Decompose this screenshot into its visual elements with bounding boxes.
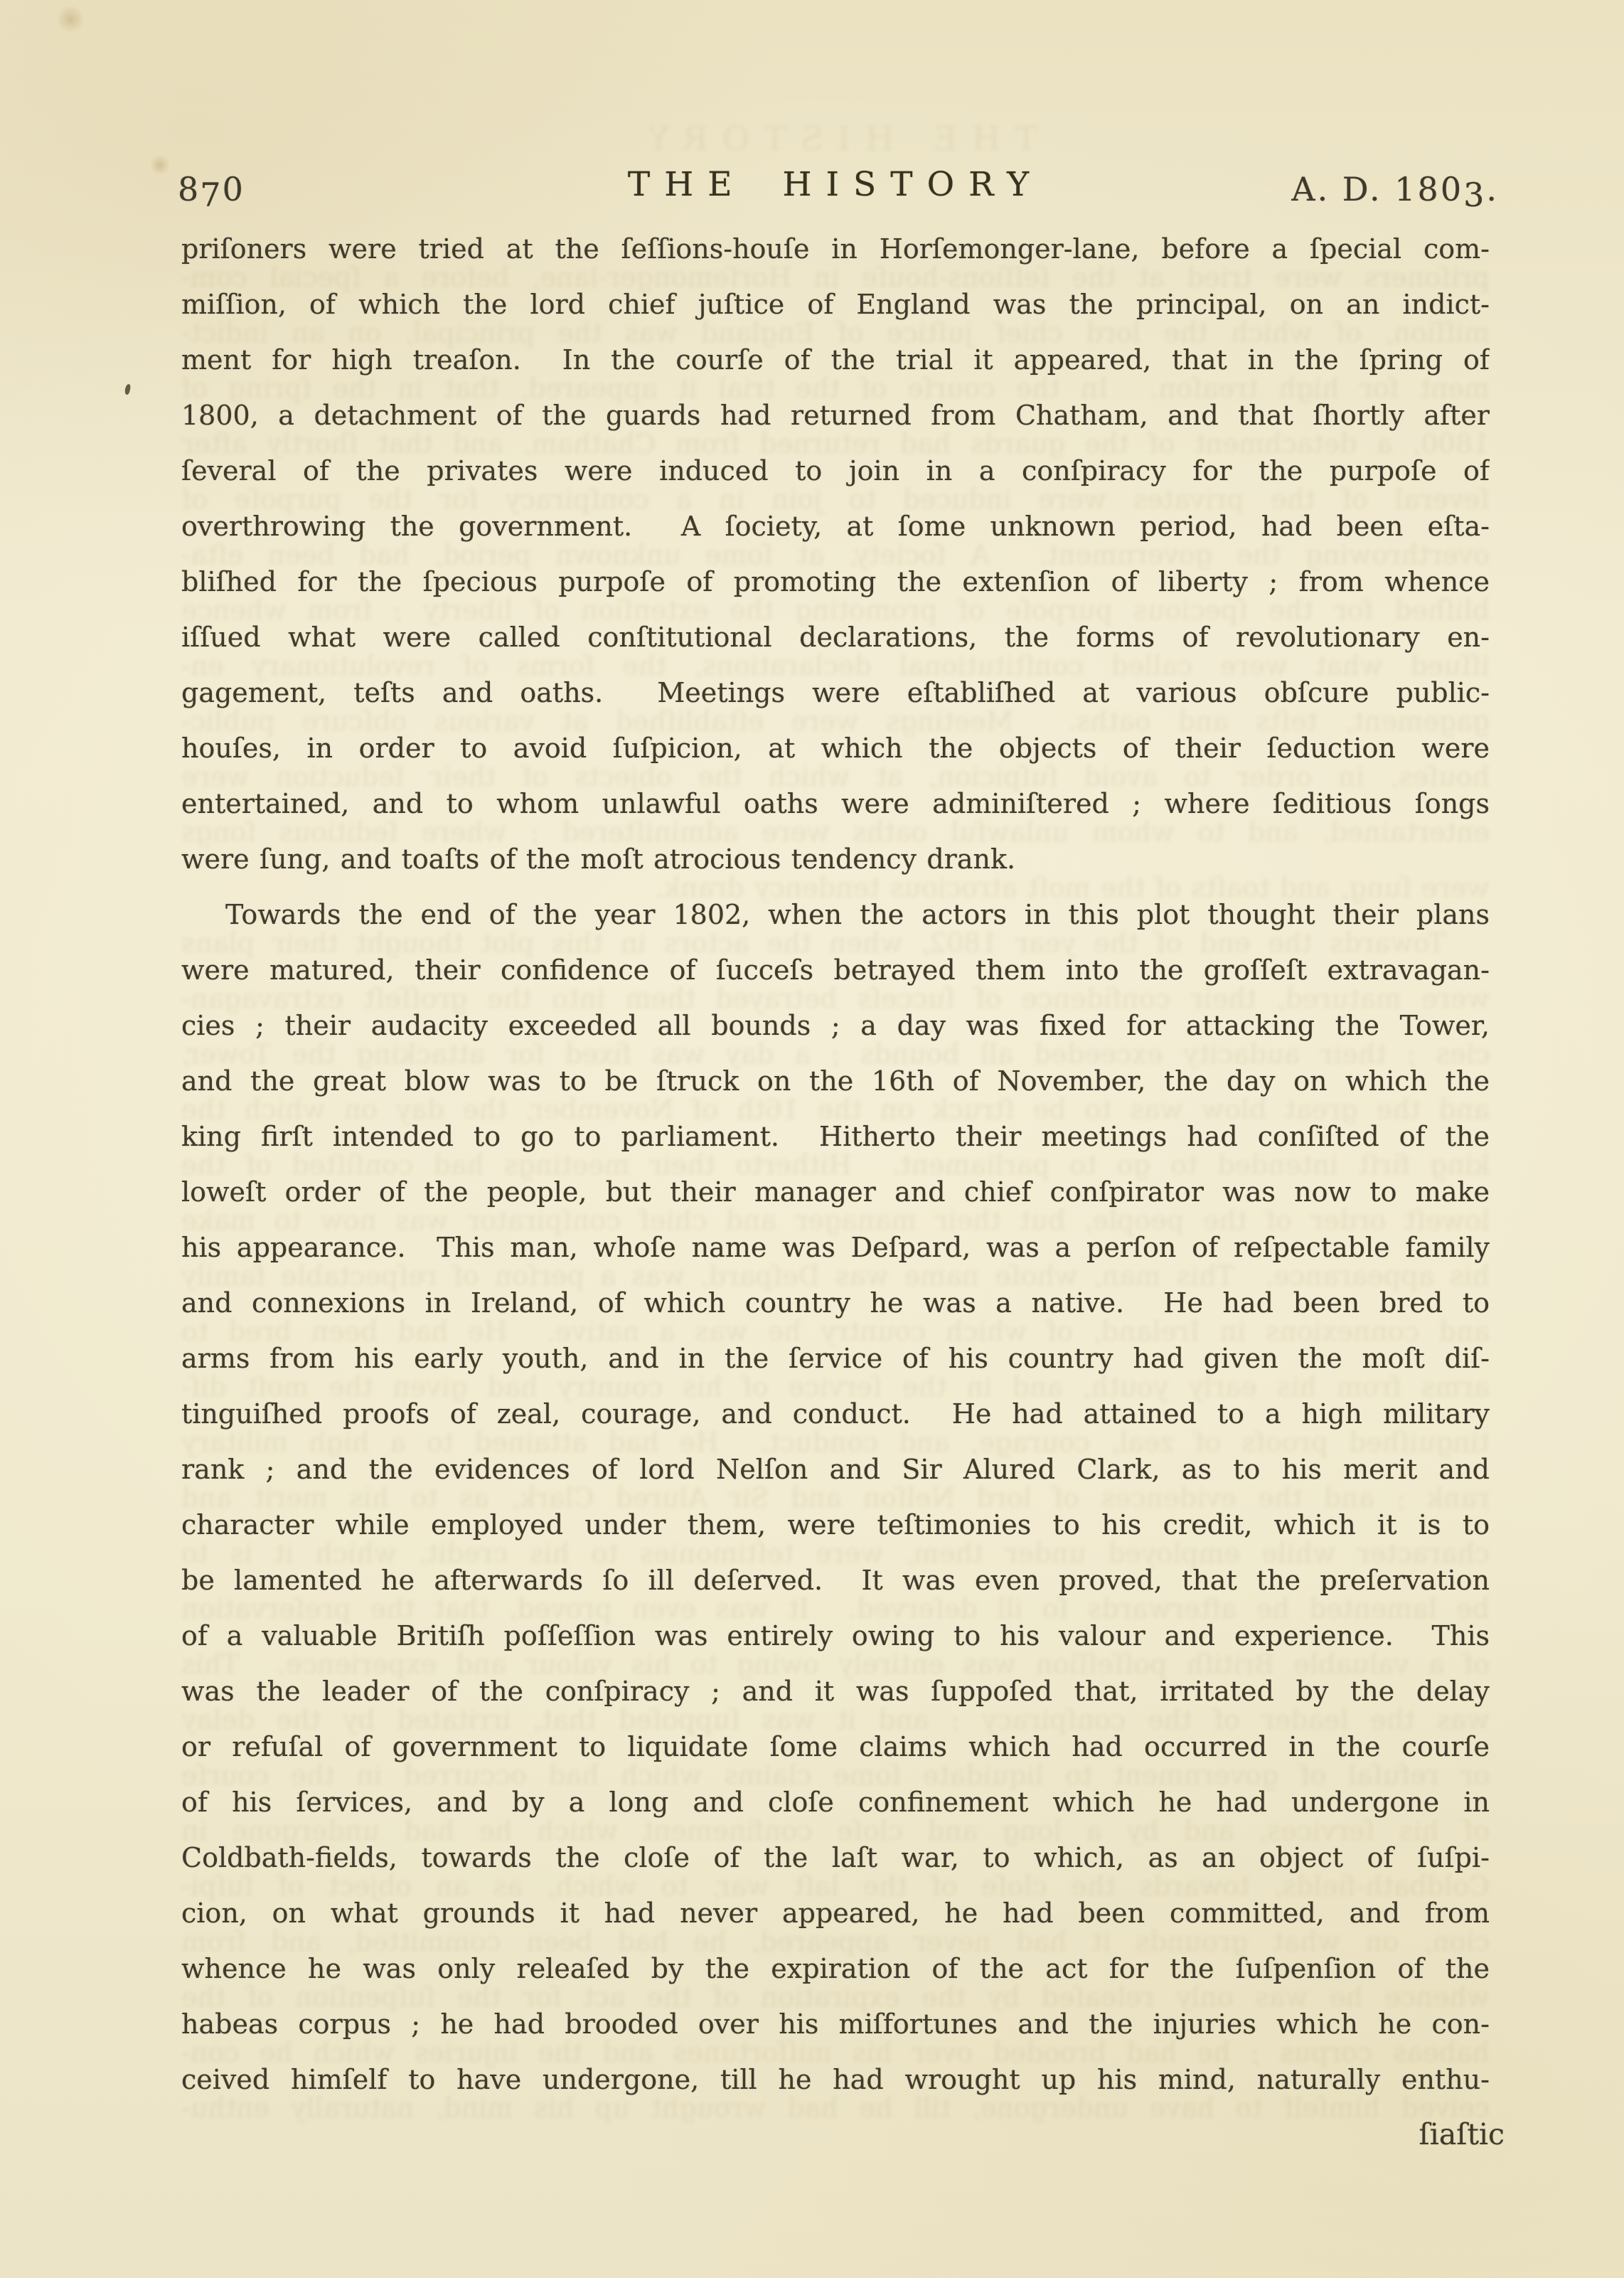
ghost-line: 1800, a detachment of the guards had returned from Chatham, and that ſhortly after — [181, 428, 1490, 459]
ghost-line: arms from his early youth, and in the ſervice of his country had given the moſt diſ- — [181, 1371, 1490, 1403]
text-line: were matured, their confidence of ſucceſs betrayed them into the groſſeſt extravagan- — [181, 954, 1490, 986]
text-line: tinguiſhed proofs of zeal, courage, and conduct. He had attained to a high military — [181, 1398, 1490, 1430]
ghost-line: ceived himſelf to have undergone, till he had wrought up his mind, naturally enthu- — [181, 2092, 1490, 2124]
page-header — [0, 164, 1624, 220]
text-line: or refuſal of government to liquidate ſome claims which had occurred in the courſe — [181, 1731, 1490, 1762]
ghost-line: loweſt order of the people, but their manager and chief conſpirator was now to make — [181, 1205, 1490, 1236]
text-line: were ſung, and toaſts of the moſt atrocious tendency drank. — [181, 843, 1016, 875]
text-line: Towards the end of the year 1802, when the actors in this plot thought their plans — [225, 899, 1490, 930]
text-line: ceived himſelf to have undergone, till he had wrought up his mind, naturally enthu- — [181, 2064, 1490, 2095]
text-line: rank ; and the evidences of lord Nelſon and Sir Alured Clark, as to his merit and — [181, 1454, 1490, 1485]
text-line: king firſt intended to go to parliament. Hitherto their meetings had conſiſted of the — [181, 1121, 1490, 1152]
text-line: houſes, in order to avoid ſuſpicion, at which the objects of their ſeduction were — [181, 733, 1490, 764]
ghost-line: whence he was only releaſed by the expiration of the act for the ſuſpenſion of the — [181, 1981, 1490, 2013]
ghost-line: cion, on what grounds it had never appeared, he had been committed, and from — [181, 1926, 1490, 1957]
ghost-line: character while employed under them, were teſtimonies to his credit, which it is to — [181, 1538, 1490, 1569]
text-line: whence he was only releaſed by the expiration of the act for the ſuſpenſion of the — [181, 1953, 1490, 1984]
text-line: habeas corpus ; he had brooded over his miſfortunes and the injuries which he con- — [181, 2008, 1490, 2040]
text-line: iſſued what were called conſtitutional declarations, the forms of revolutionary en- — [181, 622, 1490, 653]
ghost-line: gagement, teſts and oaths. Meetings were eſtabliſhed at various obſcure public- — [181, 706, 1490, 737]
ghost-line: and connexions in Ireland, of which country he was a native. He had been bred to — [181, 1316, 1490, 1347]
text-line: ſeveral of the privates were induced to join in a conſpiracy for the purpoſe of — [181, 455, 1490, 486]
text-line: cies ; their audacity exceeded all bounds ; a day was fixed for attacking the Tower, — [181, 1010, 1490, 1041]
ghost-line: was the leader of the conſpiracy ; and it was ſuppoſed that, irritated by the delay — [181, 1704, 1490, 1735]
text-line: cion, on what grounds it had never appeared, he had been committed, and from — [181, 1898, 1490, 1929]
ghost-line: bliſhed for the ſpecious purpoſe of promoting the extenſion of liberty ; from whence — [181, 595, 1490, 626]
text-line: arms from his early youth, and in the ſervice of his country had given the moſt diſ- — [181, 1343, 1490, 1374]
ghost-line: iſſued what were called conſtitutional declarations, the forms of revolutionary en- — [181, 650, 1490, 681]
text-line: and the great blow was to be ſtruck on the 16th of November, the day on which the — [181, 1065, 1490, 1097]
ghost-line: were matured, their confidence of ſucceſs betrayed them into the groſſeſt extravagan- — [181, 983, 1490, 1014]
ghost-line: Coldbath-fields, towards the cloſe of the laſt war, to which, as an object of ſuſpi- — [181, 1870, 1490, 1902]
running-title: THE HISTORY — [627, 165, 1044, 204]
show-through-title: THE HISTORY — [633, 119, 1038, 159]
text-line: be lamented he afterwards ſo ill deſerved. It was even proved, that the preſervation — [181, 1565, 1490, 1596]
text-line: of his ſervices, and by a long and cloſe confinement which he had undergone in — [181, 1787, 1490, 1818]
text-line: of a valuable Britiſh poſſeſſion was entirely owing to his valour and experience. This — [181, 1620, 1490, 1651]
ghost-line: overthrowing the government. A ſociety, at ſome unknown period, had been eſta- — [181, 539, 1490, 570]
ghost-line: and the great blow was to be ſtruck on the 16th of November, the day on which the — [181, 1094, 1490, 1125]
date-header: A. D. 1803. — [1291, 170, 1499, 214]
ghost-line: priſoners were tried at the ſeſſions-houſe in Horſemonger-lane, before a ſpecial com- — [181, 262, 1490, 293]
ghost-line: were ſung, and toaſts of the moſt atrocious tendency drank. — [655, 872, 1490, 903]
ghost-line: of a valuable Britiſh poſſeſſion was entirely owing to his valour and experience. This — [181, 1649, 1490, 1680]
text-block — [181, 221, 1490, 2107]
ghost-line: Towards the end of the year 1802, when the actors in this plot thought their plans — [181, 927, 1446, 959]
ghost-line: or refuſal of government to liquidate ſome claims which had occurred in the courſe — [181, 1760, 1490, 1791]
ghost-line: habeas corpus ; he had brooded over his miſfortunes and the injuries which he con- — [181, 2037, 1490, 2068]
text-line: overthrowing the government. A ſociety, at ſome unknown period, had been eſta- — [181, 511, 1490, 542]
ghost-line: tinguiſhed proofs of zeal, courage, and conduct. He had attained to a high military — [181, 1427, 1490, 1458]
text-line: miſſion, of which the lord chief juſtice of England was the principal, on an indict- — [181, 289, 1490, 320]
ghost-line: entertained, and to whom unlawful oaths were adminiſtered ; where ſeditious ſongs — [181, 816, 1490, 848]
ghost-line: be lamented he afterwards ſo ill deſerved. It was even proved, that the preſervation — [181, 1593, 1490, 1624]
ghost-line: houſes, in order to avoid ſuſpicion, at which the objects of their ſeduction were — [181, 761, 1490, 792]
text-line: was the leader of the conſpiracy ; and it was ſuppoſed that, irritated by the delay — [181, 1676, 1490, 1707]
text-line: gagement, teſts and oaths. Meetings were eſtabliſhed at various obſcure public- — [181, 677, 1490, 708]
ink-speck — [124, 383, 131, 395]
text-line: entertained, and to whom unlawful oaths were adminiſtered ; where ſeditious ſongs — [181, 788, 1490, 819]
page-number: 870 — [178, 170, 245, 214]
text-line: and connexions in Ireland, of which country he was a native. He had been bred to — [181, 1287, 1490, 1319]
ghost-line: of his ſervices, and by a long and cloſe confinement which he had undergone in — [181, 1815, 1490, 1846]
text-line: loweſt order of the people, but their manager and chief conſpirator was now to make — [181, 1176, 1490, 1208]
catchword: ſiaſtic — [1419, 2117, 1505, 2151]
ghost-line: ment for high treaſon. In the courſe of the trial it appeared, that in the ſpring of — [181, 373, 1490, 404]
foxing-spot — [55, 6, 85, 33]
ghost-line: rank ; and the evidences of lord Nelſon and Sir Alured Clark, as to his merit and — [181, 1482, 1490, 1513]
text-line: character while employed under them, were teſtimonies to his credit, which it is to — [181, 1509, 1490, 1540]
ghost-line: king firſt intended to go to parliament. Hitherto their meetings had conſiſted of the — [181, 1149, 1490, 1181]
ghost-line: his appearance. This man, whoſe name was Deſpard, was a perſon of reſpectable family — [181, 1260, 1490, 1292]
text-line: ment for high treaſon. In the courſe of the trial it appeared, that in the ſpring of — [181, 344, 1490, 376]
text-line: bliſhed for the ſpecious purpoſe of promoting the extenſion of liberty ; from whence — [181, 566, 1490, 597]
ghost-line: ſeveral of the privates were induced to join in a conſpiracy for the purpoſe of — [181, 484, 1490, 515]
text-line: priſoners were tried at the ſeſſions-houſe in Horſemonger-lane, before a ſpecial com- — [181, 233, 1490, 265]
ghost-line: cies ; their audacity exceeded all bounds ; a day was fixed for attacking the Tower, — [181, 1038, 1490, 1070]
text-line: Coldbath-fields, towards the cloſe of the laſt war, to which, as an object of ſuſpi- — [181, 1842, 1490, 1873]
ghost-line: miſſion, of which the lord chief juſtice of England was the principal, on an indict- — [181, 317, 1490, 348]
text-line: 1800, a detachment of the guards had returned from Chatham, and that ſhortly after — [181, 400, 1490, 431]
text-line: his appearance. This man, whoſe name was Deſpard, was a perſon of reſpectable family — [181, 1232, 1490, 1263]
